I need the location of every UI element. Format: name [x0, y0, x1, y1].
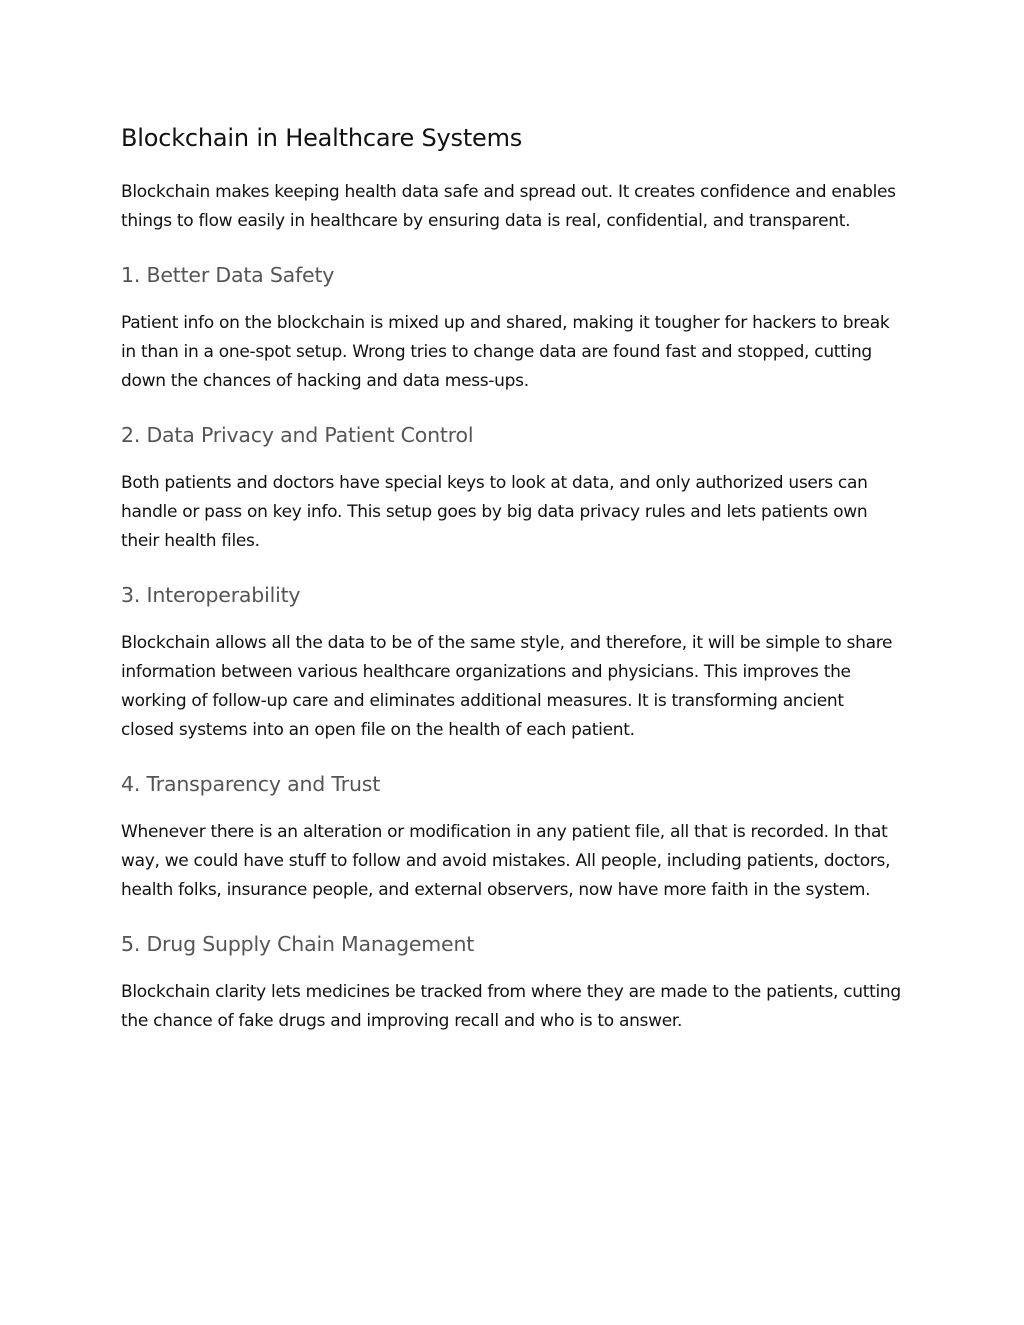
- section-heading-data-safety: 1. Better Data Safety: [121, 263, 335, 287]
- section-body-drug-supply-chain: Blockchain clarity lets medicines be tracked from where they are made to the patients, cutting the chance of fake drugs and improving recall and who is to answer.: [121, 982, 901, 1031]
- section-body-transparency-trust: Whenever there is an alteration or modification in any patient file, all that is recorded. In that way, we could have stuff to follow and avoid mistakes. All people, including patients, doctors, health folks, insurance people, and external observers, now have more faith in the system.: [121, 822, 891, 900]
- section-heading-interoperability: 3. Interoperability: [121, 583, 301, 607]
- document-title: Blockchain in Healthcare Systems: [121, 124, 523, 152]
- section-heading-drug-supply-chain: 5. Drug Supply Chain Management: [121, 932, 475, 956]
- section-heading-transparency-trust: 4. Transparency and Trust: [121, 772, 381, 796]
- section-heading-privacy-control: 2. Data Privacy and Patient Control: [121, 423, 474, 447]
- intro-paragraph: Blockchain makes keeping health data safe and spread out. It creates confidence and enables things to flow easily in healthcare by ensuring data is real, confidential, and transparent.: [121, 182, 896, 231]
- section-body-privacy-control: Both patients and doctors have special keys to look at data, and only authorized users can handle or pass on key info. This setup goes by big data privacy rules and lets patients own their health files.: [121, 473, 868, 551]
- section-body-data-safety: Patient info on the blockchain is mixed up and shared, making it tougher for hackers to break in than in a one-spot setup. Wrong tries to change data are found fast and stopped, cutting down the chances of hacking and data mess-ups.: [121, 313, 890, 391]
- section-body-interoperability: Blockchain allows all the data to be of the same style, and therefore, it will be simple to share information between various healthcare organizations and physicians. This improves the working of follow-up care and eliminates additional measures. It is transforming ancient closed systems into an open file on the health of each patient.: [121, 633, 893, 740]
- document-page: [121, 118, 901, 1036]
